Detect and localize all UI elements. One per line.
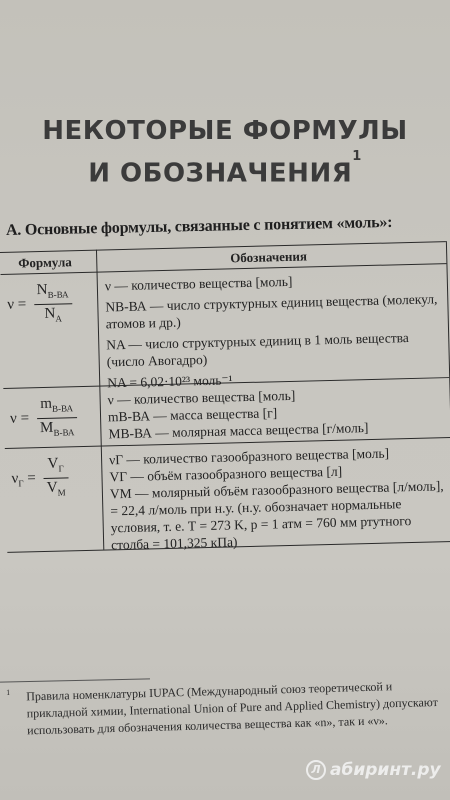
notation-2-line-2: mВ-ВА — масса вещества [г] [107, 405, 278, 425]
formula-2-den-sub: В-ВА [53, 427, 75, 438]
formula-3-den-sub: M [57, 487, 66, 498]
labirint-watermark [306, 760, 441, 780]
formula-1-fraction [33, 280, 72, 328]
formula-3-fraction [43, 454, 69, 502]
watermark-text: абиринт.ру [330, 760, 441, 780]
column-header-formula: Формула [18, 254, 72, 271]
formula-3-num: V [47, 455, 59, 472]
table-rule-top [0, 241, 446, 253]
footnote-text: Правила номенклатуры IUPAC (Международный союз теоретической и прикладной химии, International Union of Pure and Applied Chemistry) допускают использовать для обозначения количества вещества как «n», так и «ν». [26, 679, 439, 738]
page-title-line-2 [0, 151, 450, 192]
notation-2 [107, 383, 446, 442]
formula-1-num: N [36, 281, 48, 299]
formula-1-den-sub: A [55, 313, 63, 324]
formula-1-lhs: ν = [7, 296, 27, 313]
formula-2 [10, 394, 78, 443]
column-header-notation: Обозначения [230, 248, 308, 266]
formula-3-den: V [46, 479, 58, 496]
labirint-logo-icon: Л [306, 760, 326, 780]
formula-2-fraction [36, 394, 77, 442]
formula-2-num-sub: В-ВА [51, 403, 74, 414]
footnote-divider [0, 678, 150, 682]
title-footnote-mark: 1 [352, 149, 362, 164]
formula-1-num-sub: В-ВА [47, 289, 69, 300]
formula-2-lhs: ν = [9, 410, 30, 427]
formula-1 [7, 280, 73, 329]
formula-3 [11, 454, 69, 502]
notation-1-line-3: NA — число структурных единиц в 1 моль вещества (число Авогадро) [106, 330, 409, 370]
notation-1-line-1: ν — количество вещества [моль] [104, 273, 293, 294]
notation-1 [105, 269, 446, 391]
section-heading: А. Основные формулы, связанные с понятием «моль»: [5, 213, 393, 239]
notation-2-line-3: MВ-ВА — молярная масса вещества [г/моль] [108, 420, 369, 442]
formula-3-lhs-sub: Г [18, 478, 24, 489]
footnote-mark: 1 [6, 687, 11, 697]
footnote [6, 676, 447, 740]
formula-2-num: m [40, 395, 53, 413]
formula-3-eq: = [27, 470, 36, 487]
formula-2-den: M [39, 419, 54, 437]
notation-2-line-1: ν — количество вещества [моль] [107, 387, 296, 408]
formula-3-num-sub: Г [58, 463, 64, 474]
notation-1-line-4: NA = 6,02·10²³ моль⁻¹ [107, 372, 233, 391]
notation-3 [109, 443, 449, 553]
notation-3-line-1: νГ — количество газообразного вещества [моль] [108, 445, 390, 468]
page-title-line-1: НЕКОТОРЫЕ ФОРМУЛЫ [42, 116, 408, 146]
notation-3-line-3: VM — молярный объём газообразного вещества [л/моль], = 22,4 л/моль при н.у. (н.у. обозначает нормальные условия, т. е. Т = 273 K, p = 1 атм = 760 мм ртутного столба = 101,325 кПа) [109, 478, 444, 553]
formula-table [0, 241, 450, 552]
formula-3-lhs: ν [11, 470, 19, 487]
table-rule-divider [96, 250, 104, 550]
page-title-line-2-text: И ОБОЗНАЧЕНИЯ [88, 158, 353, 189]
notation-3-line-2: VГ — объём газообразного вещества [л] [109, 463, 343, 485]
notation-1-line-2: NВ-ВА — число структурных единиц вещества (молекул, атомов и др.) [105, 291, 438, 332]
formula-1-den: N [44, 305, 56, 322]
